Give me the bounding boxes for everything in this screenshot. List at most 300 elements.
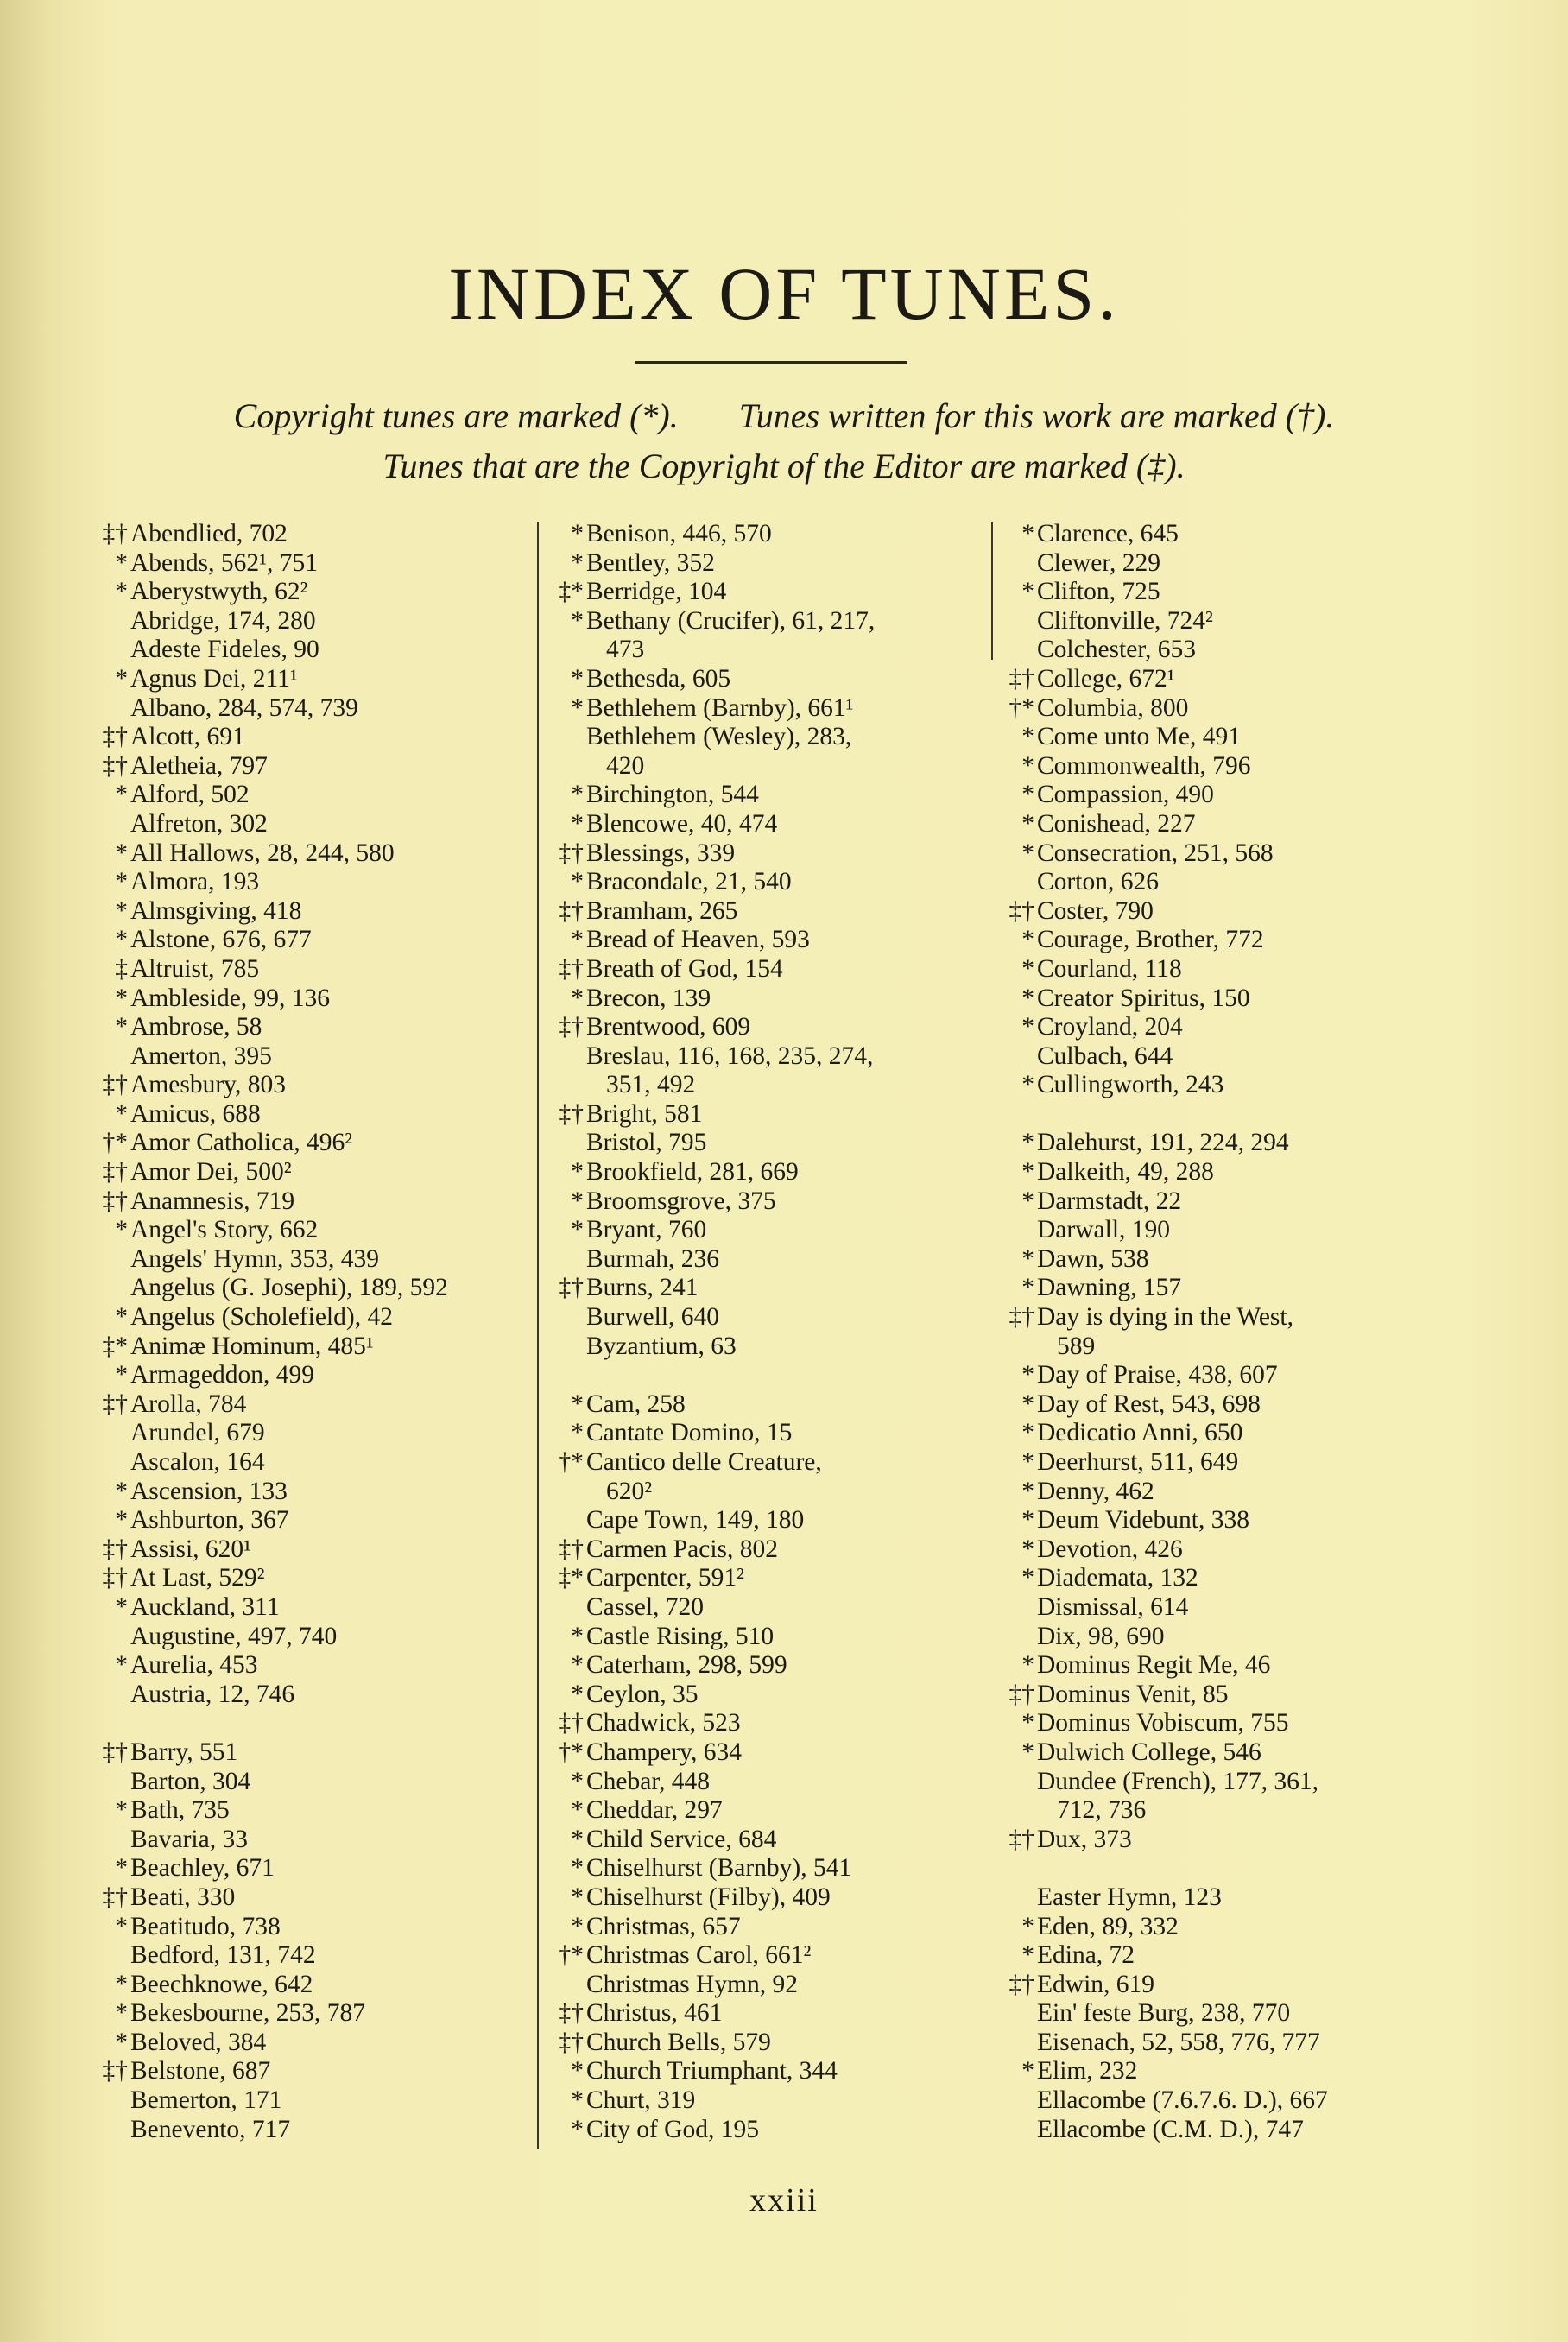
entry-mark: *	[571, 1419, 584, 1447]
index-entry	[1003, 1681, 1452, 1710]
index-entry	[1003, 1448, 1452, 1478]
index-entry	[1003, 1709, 1452, 1738]
index-entry	[553, 1651, 958, 1681]
index-entry	[97, 1535, 533, 1565]
index-entry	[97, 1303, 533, 1332]
index-entry	[553, 1593, 958, 1623]
entry-mark: *	[115, 1592, 128, 1621]
entry-text: Consecration, 251, 568	[1037, 839, 1274, 867]
entry-text: Darmstadt, 22	[1037, 1187, 1182, 1215]
entry-text: Barry, 551	[130, 1738, 238, 1766]
entry-mark: *	[115, 839, 128, 867]
index-column-1	[97, 520, 533, 2144]
index-entry	[97, 2029, 533, 2058]
entry-mark: *	[1021, 1477, 1034, 1505]
entry-mark: *	[1021, 1564, 1034, 1592]
section-gap	[553, 1361, 958, 1390]
entry-mark: ‡†	[558, 1999, 584, 2028]
index-entry	[553, 1971, 958, 2000]
entry-mark: ‡*	[558, 578, 584, 606]
entry-text: Christus, 461	[586, 1999, 723, 2028]
entry-mark: *	[1021, 1389, 1034, 1418]
entry-text: Dawn, 538	[1037, 1244, 1149, 1273]
index-entry	[1003, 1913, 1452, 1942]
index-entry	[1003, 1478, 1452, 1507]
index-entry	[553, 1448, 958, 1478]
entry-mark: ‡†	[102, 2057, 128, 2086]
section-gap	[97, 1709, 533, 1738]
entry-text: Dominus Vobiscum, 755	[1037, 1709, 1289, 1738]
marking-note-line-1	[0, 396, 1568, 436]
index-entry	[1003, 1013, 1452, 1042]
index-entry	[1003, 955, 1452, 984]
index-entry-continuation: 351, 492	[606, 1071, 696, 1099]
index-entry	[553, 1796, 958, 1826]
entry-text: Chadwick, 523	[586, 1709, 741, 1738]
entry-text: Clarence, 645	[1037, 520, 1179, 548]
index-entry	[1003, 2086, 1452, 2116]
entry-text: Ambrose, 58	[130, 1013, 262, 1041]
entry-mark: *	[115, 1099, 128, 1128]
entry-text: Christmas Carol, 661²	[586, 1941, 812, 1970]
entry-text: Corton, 626	[1037, 868, 1159, 896]
entry-text: Elim, 232	[1037, 2057, 1138, 2086]
index-entry	[1003, 607, 1452, 636]
entry-mark: *	[1021, 2057, 1034, 2086]
index-entry	[553, 1187, 958, 1217]
entry-text: Commonwealth, 796	[1037, 751, 1251, 780]
page-title: INDEX OF TUNES.	[448, 252, 1120, 335]
index-entry	[97, 1419, 533, 1448]
entry-mark: *	[1021, 1187, 1034, 1215]
index-entry	[97, 1158, 533, 1187]
entry-text: Anamnesis, 719	[130, 1187, 295, 1215]
entry-text: Culbach, 644	[1037, 1041, 1173, 1070]
index-entry	[1003, 1274, 1452, 1303]
entry-mark: ‡†	[102, 1738, 128, 1766]
index-entry	[1003, 781, 1452, 810]
index-entry	[97, 549, 533, 579]
entry-text: Albano, 284, 574, 739	[130, 693, 358, 722]
entry-text: Bramham, 265	[586, 896, 738, 925]
entry-text: Bread of Heaven, 593	[586, 926, 810, 954]
entry-text: College, 672¹	[1037, 664, 1175, 693]
index-entry	[553, 1506, 958, 1535]
entry-text: Amor Dei, 500²	[130, 1158, 292, 1187]
index-entry	[97, 752, 533, 782]
entry-text: Dominus Regit Me, 46	[1037, 1651, 1271, 1680]
entry-mark: †*	[558, 1738, 584, 1766]
index-entry	[97, 1071, 533, 1100]
index-entry	[553, 1709, 958, 1738]
entry-mark: *	[1021, 1071, 1034, 1099]
index-entry	[553, 1564, 958, 1593]
entry-text: Alford, 502	[130, 781, 250, 809]
entry-text: Clewer, 229	[1037, 548, 1161, 577]
index-entry	[1003, 1971, 1452, 2000]
entry-text: Aletheia, 797	[130, 751, 268, 780]
entry-text: Alcott, 691	[130, 723, 245, 751]
entry-text: Angelus (G. Josephi), 189, 592	[130, 1274, 448, 1302]
entry-text: Bentley, 352	[586, 548, 715, 577]
entry-text: Angel's Story, 662	[130, 1216, 319, 1244]
entry-text: Cassel, 720	[586, 1592, 705, 1621]
entry-mark: *	[571, 926, 584, 954]
entry-text: Courland, 118	[1037, 954, 1182, 983]
entry-text: Day of Praise, 438, 607	[1037, 1361, 1278, 1389]
entry-text: Bedford, 131, 742	[130, 1941, 316, 1970]
entry-text: Almora, 193	[130, 868, 260, 896]
entry-text: Abendlied, 702	[130, 520, 288, 548]
index-entry	[553, 810, 958, 839]
index-entry	[553, 1623, 958, 1652]
entry-mark: †*	[558, 1941, 584, 1970]
index-entry	[553, 607, 958, 636]
entry-mark: *	[571, 1216, 584, 1244]
entry-mark: *	[1021, 839, 1034, 867]
entry-text: Cape Town, 149, 180	[586, 1506, 805, 1535]
entry-text: Day is dying in the West,	[1037, 1303, 1293, 1332]
entry-mark: ‡†	[102, 1535, 128, 1563]
entry-text: Dalkeith, 49, 288	[1037, 1158, 1214, 1187]
entry-text: Aberystwyth, 62²	[130, 578, 308, 606]
index-entry	[97, 520, 533, 549]
entry-mark: ‡†	[102, 1071, 128, 1099]
index-entry	[1003, 926, 1452, 955]
entry-mark: †*	[102, 1129, 128, 1157]
entry-text: Darwall, 190	[1037, 1216, 1171, 1244]
index-entry	[1003, 1187, 1452, 1217]
index-entry	[553, 1854, 958, 1883]
index-entry	[97, 1623, 533, 1652]
entry-text: Dix, 98, 690	[1037, 1622, 1165, 1650]
copyright-note: Copyright tunes are marked (*).	[233, 396, 679, 435]
entry-text: Deum Videbunt, 338	[1037, 1506, 1249, 1535]
entry-text: Cullingworth, 243	[1037, 1071, 1224, 1099]
index-entry	[97, 955, 533, 984]
index-entry	[97, 839, 533, 869]
entry-text: City of God, 195	[586, 2115, 759, 2143]
index-entry	[1003, 1738, 1452, 1768]
entry-text: Croyland, 204	[1037, 1013, 1183, 1041]
index-entry	[97, 868, 533, 897]
entry-mark: *	[115, 1912, 128, 1940]
index-entry	[553, 897, 958, 927]
index-entry	[553, 1303, 958, 1332]
index-entry	[553, 1681, 958, 1710]
entry-text: Bryant, 760	[586, 1216, 707, 1244]
index-entry	[97, 1100, 533, 1130]
entry-text: Come unto Me, 491	[1037, 723, 1241, 751]
entry-text: Ascalon, 164	[130, 1448, 265, 1476]
entry-mark: *	[571, 1622, 584, 1650]
entry-mark: *	[571, 1767, 584, 1795]
entry-text: Burmah, 236	[586, 1244, 720, 1273]
entry-mark: *	[571, 548, 584, 577]
index-entry	[553, 1129, 958, 1158]
index-entry	[97, 926, 533, 955]
entry-text: Christmas Hymn, 92	[586, 1970, 799, 1998]
entry-mark: ‡†	[102, 1564, 128, 1592]
index-entry	[553, 1419, 958, 1448]
entry-text: Bracondale, 21, 540	[586, 868, 792, 896]
index-entry	[97, 1941, 533, 1971]
entry-text: Burns, 241	[586, 1274, 699, 1302]
entry-text: Diademata, 132	[1037, 1564, 1198, 1592]
index-entry	[553, 723, 958, 752]
entry-text: Ceylon, 35	[586, 1680, 699, 1708]
entry-text: Almsgiving, 418	[130, 896, 302, 925]
entry-text: Churt, 319	[586, 2086, 696, 2115]
entry-text: Belstone, 687	[130, 2057, 271, 2086]
index-entry	[1003, 1623, 1452, 1652]
entry-text: All Hallows, 28, 244, 580	[130, 839, 395, 867]
index-column-3	[1003, 520, 1452, 2144]
index-entry	[553, 2086, 958, 2116]
index-entry	[97, 781, 533, 810]
entry-mark: ‡	[115, 954, 128, 983]
entry-text: Burwell, 640	[586, 1303, 720, 1332]
index-entry	[553, 1826, 958, 1855]
entry-mark: *	[115, 1303, 128, 1332]
entry-text: Angels' Hymn, 353, 439	[130, 1244, 380, 1273]
entry-text: Augustine, 497, 740	[130, 1622, 338, 1650]
index-entry	[97, 607, 533, 636]
entry-mark: *	[115, 2028, 128, 2056]
entry-mark: ‡†	[1008, 1303, 1034, 1332]
entry-text: Chiselhurst (Barnby), 541	[586, 1854, 852, 1883]
entry-text: Denny, 462	[1037, 1477, 1154, 1505]
title-rule	[635, 361, 907, 364]
index-entry	[97, 665, 533, 694]
index-entry	[97, 897, 533, 927]
index-entry	[97, 1883, 533, 1913]
entry-text: Cliftonville, 724²	[1037, 606, 1213, 635]
entry-mark: *	[1021, 1912, 1034, 1940]
entry-mark: †*	[1008, 693, 1034, 722]
entry-mark: *	[115, 664, 128, 693]
entry-text: Bright, 581	[586, 1099, 703, 1128]
entry-text: At Last, 529²	[130, 1564, 265, 1592]
entry-text: Bemerton, 171	[130, 2086, 282, 2115]
index-entry	[1003, 1535, 1452, 1565]
index-entry-continuation: 712, 736	[1057, 1796, 1147, 1825]
entry-mark: *	[571, 606, 584, 635]
index-entry	[1003, 1826, 1452, 1855]
entry-text: Deerhurst, 511, 649	[1037, 1448, 1239, 1476]
index-entry	[553, 1883, 958, 1913]
index-entry	[97, 1129, 533, 1158]
entry-mark: *	[1021, 1158, 1034, 1187]
entry-mark: ‡†	[102, 751, 128, 780]
entry-mark: ‡†	[102, 1389, 128, 1418]
index-entry	[1003, 2057, 1452, 2086]
entry-text: Conishead, 227	[1037, 809, 1196, 838]
entry-text: Alfreton, 302	[130, 809, 268, 838]
entry-text: Bethlehem (Barnby), 661¹	[586, 693, 854, 722]
entry-mark: *	[571, 1187, 584, 1215]
entry-mark: *	[115, 1216, 128, 1244]
entry-mark: *	[1021, 954, 1034, 983]
index-entry	[1003, 578, 1452, 607]
entry-mark: ‡†	[558, 2028, 584, 2056]
entry-mark: *	[115, 868, 128, 896]
entry-text: Assisi, 620¹	[130, 1535, 251, 1563]
index-entry	[553, 520, 958, 549]
index-entry	[553, 1158, 958, 1187]
index-entry	[553, 1913, 958, 1942]
index-entry	[97, 1854, 533, 1883]
entry-text: Dismissal, 614	[1037, 1592, 1189, 1621]
entry-text: Cheddar, 297	[586, 1796, 723, 1825]
index-entry-continuation: 420	[606, 751, 645, 780]
entry-text: Barton, 304	[130, 1767, 251, 1795]
index-entry	[1003, 1216, 1452, 1245]
entry-mark: *	[571, 1854, 584, 1883]
entry-text: Clifton, 725	[1037, 578, 1160, 606]
entry-text: Brentwood, 609	[586, 1013, 751, 1041]
entry-text: Dundee (French), 177, 361,	[1037, 1767, 1319, 1795]
index-column-2	[553, 520, 958, 2144]
index-entry	[97, 1593, 533, 1623]
entry-text: Beati, 330	[130, 1883, 236, 1911]
index-entry	[97, 1681, 533, 1710]
index-entry	[97, 1971, 533, 2000]
entry-mark: *	[115, 1477, 128, 1505]
index-entry	[97, 1332, 533, 1362]
entry-mark: *	[1021, 1941, 1034, 1970]
entry-text: Beatitudo, 738	[130, 1912, 281, 1940]
index-entry-continuation: 620²	[606, 1477, 653, 1505]
index-entry	[1003, 1593, 1452, 1623]
entry-text: Ambleside, 99, 136	[130, 984, 331, 1012]
index-entry	[553, 1100, 958, 1130]
index-entry	[1003, 1071, 1452, 1100]
index-entry	[553, 868, 958, 897]
index-entry	[97, 1274, 533, 1303]
index-entry	[1003, 1768, 1452, 1797]
index-entry	[1003, 1941, 1452, 1971]
entry-mark: *	[115, 1506, 128, 1535]
index-entry	[553, 1042, 958, 1072]
entry-text: Day of Rest, 543, 698	[1037, 1389, 1261, 1418]
entry-mark: *	[1021, 1709, 1034, 1738]
entry-mark: *	[1021, 984, 1034, 1012]
entry-text: Dawning, 157	[1037, 1274, 1182, 1302]
index-entry	[553, 926, 958, 955]
entry-mark: *	[115, 1651, 128, 1680]
entry-mark: ‡†	[102, 1158, 128, 1187]
entry-mark: ‡†	[1008, 1970, 1034, 1998]
entry-text: Dedicatio Anni, 650	[1037, 1419, 1243, 1447]
entry-text: Bethesda, 605	[586, 664, 731, 693]
entry-text: Bath, 735	[130, 1796, 230, 1825]
entry-mark: *	[1021, 1738, 1034, 1766]
entry-text: Adeste Fideles, 90	[130, 636, 319, 664]
section-gap	[1003, 1100, 1452, 1130]
entry-mark: *	[115, 1013, 128, 1041]
entry-text: Amesbury, 803	[130, 1071, 286, 1099]
entry-text: Cantico delle Creature,	[586, 1448, 822, 1476]
entry-text: Chiselhurst (Filby), 409	[586, 1883, 831, 1911]
index-entry	[97, 1187, 533, 1217]
index-entry	[1003, 1042, 1452, 1072]
index-entry	[97, 1216, 533, 1245]
entry-mark: *	[571, 868, 584, 896]
entry-mark: *	[1021, 781, 1034, 809]
index-entry	[97, 1448, 533, 1478]
entry-text: Cantate Domino, 15	[586, 1419, 793, 1447]
index-entry	[97, 723, 533, 752]
index-entry	[553, 1941, 958, 1971]
entry-mark: ‡*	[102, 1332, 128, 1360]
entry-text: Church Bells, 579	[586, 2028, 771, 2056]
entry-mark: ‡†	[558, 954, 584, 983]
entry-mark: *	[571, 1796, 584, 1825]
index-entry	[1003, 549, 1452, 579]
entry-text: Blencowe, 40, 474	[586, 809, 778, 838]
entry-mark: *	[571, 984, 584, 1012]
index-entry	[97, 1999, 533, 2029]
entry-text: Bethlehem (Wesley), 283,	[586, 723, 852, 751]
entry-mark: *	[1021, 926, 1034, 954]
index-entry	[97, 810, 533, 839]
entry-text: Dalehurst, 191, 224, 294	[1037, 1129, 1289, 1157]
entry-text: Aurelia, 453	[130, 1651, 258, 1680]
entry-mark: *	[571, 781, 584, 809]
index-entry	[97, 1651, 533, 1681]
entry-mark: ‡†	[558, 1274, 584, 1302]
index-entry	[553, 2029, 958, 2058]
index-entry	[553, 955, 958, 984]
entry-text: Ellacombe (C.M. D.), 747	[1037, 2115, 1304, 2143]
index-entry	[97, 1245, 533, 1275]
entry-mark: ‡†	[558, 1099, 584, 1128]
entry-text: Breath of God, 154	[586, 954, 783, 983]
section-gap	[1003, 1854, 1452, 1883]
entry-text: Benison, 446, 570	[586, 520, 772, 548]
entry-mark: *	[1021, 520, 1034, 548]
entry-mark: ‡†	[558, 1709, 584, 1738]
entry-text: Creator Spiritus, 150	[1037, 984, 1250, 1012]
index-entry	[1003, 1883, 1452, 1913]
entry-text: Blessings, 339	[586, 839, 736, 867]
entry-mark: *	[115, 896, 128, 925]
index-entry	[97, 1390, 533, 1420]
entry-mark: ‡†	[558, 839, 584, 867]
entry-text: Edina, 72	[1037, 1941, 1135, 1970]
index-entry	[1003, 665, 1452, 694]
entry-mark: *	[571, 520, 584, 548]
entry-mark: †*	[558, 1448, 584, 1476]
index-entry	[1003, 1390, 1452, 1420]
entry-text: Birchington, 544	[586, 781, 759, 809]
index-entry	[1003, 723, 1452, 752]
entry-mark: *	[1021, 1244, 1034, 1273]
entry-text: Amicus, 688	[130, 1099, 261, 1128]
entry-mark: *	[571, 2115, 584, 2143]
index-entry	[553, 1245, 958, 1275]
entry-mark: *	[571, 1912, 584, 1940]
index-entry	[97, 1913, 533, 1942]
index-entry	[1003, 897, 1452, 927]
entry-text: Carpenter, 591²	[586, 1564, 744, 1592]
index-entry	[1003, 1999, 1452, 2029]
entry-mark: ‡†	[102, 1883, 128, 1911]
index-entry	[1003, 752, 1452, 782]
entry-text: Colchester, 653	[1037, 636, 1196, 664]
entry-text: Bekesbourne, 253, 787	[130, 1999, 366, 2028]
